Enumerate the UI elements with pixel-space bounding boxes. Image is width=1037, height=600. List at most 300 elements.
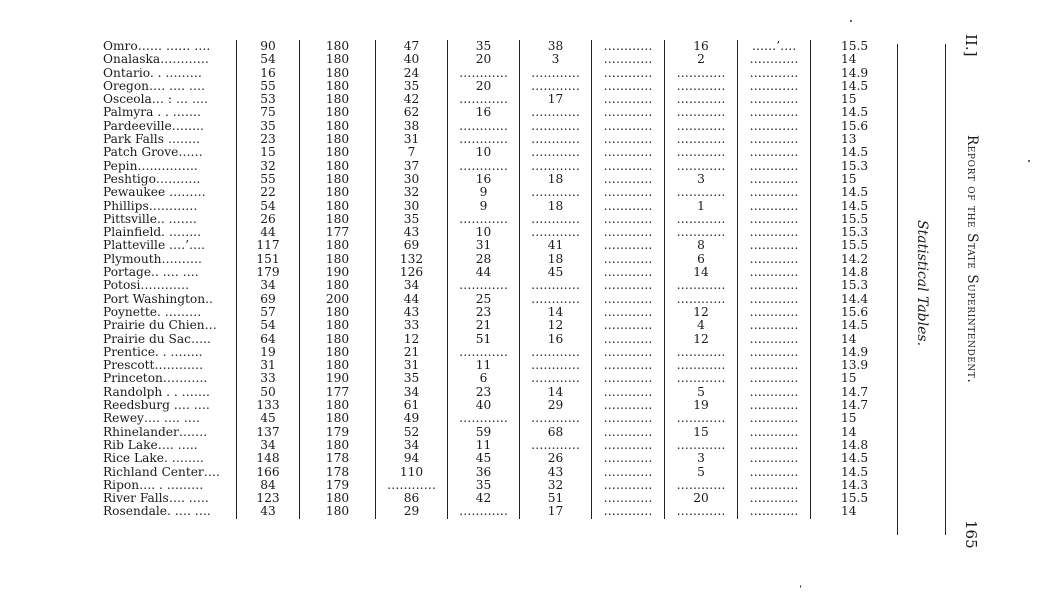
value-col-5-cell: 16 <box>520 333 592 346</box>
value-col-4-cell: ………… <box>448 67 520 80</box>
value-col-9-cell: 15.5 <box>841 491 869 506</box>
value-col-1-cell: 45 <box>237 412 300 425</box>
school-name-cell: Palmyra . . ……. <box>103 106 237 119</box>
value-col-1-cell: 34 <box>237 439 300 452</box>
school-name-cell: Reedsburg …. …. <box>103 399 237 412</box>
school-name-cell: Prescott………… <box>103 359 237 372</box>
value-col-3-cell: 43 <box>376 226 448 239</box>
running-title: Report of the State Superintendent. <box>964 135 980 384</box>
value-col-6-cell: ………… <box>592 213 665 226</box>
value-col-3-cell: 52 <box>376 426 448 439</box>
value-col-6-cell: ………… <box>592 186 665 199</box>
value-col-1-cell: 151 <box>237 253 300 266</box>
value-col-8-cell: ………… <box>738 293 811 306</box>
table-row <box>103 333 901 346</box>
value-col-8-cell: ………… <box>738 346 811 359</box>
value-col-3-cell: 7 <box>376 146 448 159</box>
value-col-4-cell: 44 <box>448 266 520 279</box>
value-col-2-cell: 177 <box>300 226 376 239</box>
value-col-1-cell: 31 <box>237 359 300 372</box>
value-col-3-cell: 30 <box>376 173 448 186</box>
right-rule <box>897 44 898 535</box>
value-col-8-cell: ………… <box>738 146 811 159</box>
table-row <box>103 67 901 80</box>
school-name-cell: Phillips………… <box>103 200 237 213</box>
value-col-2-cell: 180 <box>300 359 376 372</box>
value-col-1-cell: 69 <box>237 293 300 306</box>
table-row <box>103 439 901 452</box>
value-col-7-cell: ………… <box>665 160 738 173</box>
value-col-8-cell: ………… <box>738 306 811 319</box>
value-col-8-cell: ………… <box>738 253 811 266</box>
value-col-9-cell: 14.5 <box>841 185 869 200</box>
table-row <box>103 412 901 425</box>
table-row <box>103 213 901 226</box>
table-row <box>103 106 901 119</box>
value-col-5-cell: ………… <box>520 372 592 385</box>
value-col-8-cell: ………… <box>738 319 811 332</box>
value-col-7-cell: 3 <box>665 173 738 186</box>
value-col-4-cell: 35 <box>448 479 520 492</box>
value-col-9-cell: 15.6 <box>841 118 869 133</box>
value-col-7-cell: ………… <box>665 479 738 492</box>
value-col-2-cell: 178 <box>300 452 376 465</box>
school-name-cell: Prairie du Sac….. <box>103 333 237 346</box>
value-col-5-cell: ………… <box>520 279 592 292</box>
school-name-cell: Rosendale. …. …. <box>103 505 237 518</box>
table-row <box>103 160 901 173</box>
value-col-7-cell: 1 <box>665 200 738 213</box>
value-col-7-cell: 12 <box>665 306 738 319</box>
section-title: Statistical Tables. <box>914 220 930 347</box>
value-col-6-cell: ………… <box>592 93 665 106</box>
value-col-5-cell: 18 <box>520 253 592 266</box>
value-col-1-cell: 54 <box>237 319 300 332</box>
value-col-5-cell: 45 <box>520 266 592 279</box>
value-col-3-cell: 29 <box>376 505 448 518</box>
value-col-2-cell: 180 <box>300 213 376 226</box>
value-col-8-cell: ………… <box>738 399 811 412</box>
value-col-9-cell: 15.5 <box>841 238 869 253</box>
value-col-1-cell: 19 <box>237 346 300 359</box>
value-col-7-cell: ………… <box>665 279 738 292</box>
value-col-7-cell: ………… <box>665 412 738 425</box>
school-name-cell: Pepin…..………. <box>103 160 237 173</box>
value-col-2-cell: 180 <box>300 492 376 505</box>
value-col-7-cell: 8 <box>665 239 738 252</box>
value-col-3-cell: 86 <box>376 492 448 505</box>
value-col-4-cell: 28 <box>448 253 520 266</box>
value-col-1-cell: 179 <box>237 266 300 279</box>
value-col-9-cell: 15.3 <box>841 225 869 240</box>
value-col-1-cell: 26 <box>237 213 300 226</box>
value-col-7-cell: 19 <box>665 399 738 412</box>
value-col-2-cell: 180 <box>300 173 376 186</box>
value-col-5-cell: 17 <box>520 505 592 518</box>
value-col-1-cell: 148 <box>237 452 300 465</box>
value-col-7-cell: 6 <box>665 253 738 266</box>
value-col-3-cell: 110 <box>376 466 448 479</box>
value-col-2-cell: 180 <box>300 200 376 213</box>
value-col-3-cell: ………… <box>376 479 448 492</box>
value-col-7-cell: ………… <box>665 346 738 359</box>
table-row <box>103 120 901 133</box>
value-col-4-cell: 9 <box>448 186 520 199</box>
school-name-cell: Plymouth………. <box>103 253 237 266</box>
value-col-9-cell: 14.8 <box>841 437 869 452</box>
value-col-9-cell: 14.5 <box>841 198 869 213</box>
value-col-6-cell: ………… <box>592 359 665 372</box>
value-col-1-cell: 137 <box>237 426 300 439</box>
value-col-7-cell: 15 <box>665 426 738 439</box>
value-col-6-cell: ………… <box>592 53 665 66</box>
value-col-4-cell: 21 <box>448 319 520 332</box>
value-col-2-cell: 180 <box>300 412 376 425</box>
value-col-9-cell: 14.5 <box>841 78 869 93</box>
value-col-4-cell: ………… <box>448 133 520 146</box>
value-col-9-cell: 13.9 <box>841 358 869 373</box>
value-col-8-cell: ………… <box>738 80 811 93</box>
value-col-8-cell: ………… <box>738 133 811 146</box>
value-col-1-cell: 22 <box>237 186 300 199</box>
value-col-4-cell: 16 <box>448 173 520 186</box>
table-row <box>103 319 901 332</box>
value-col-9-cell: 13 <box>841 132 857 147</box>
value-col-6-cell: ………… <box>592 492 665 505</box>
value-col-6-cell: ………… <box>592 266 665 279</box>
value-col-2-cell: 180 <box>300 133 376 146</box>
value-col-2-cell: 178 <box>300 466 376 479</box>
value-col-4-cell: 23 <box>448 386 520 399</box>
value-col-3-cell: 12 <box>376 333 448 346</box>
value-col-2-cell: 180 <box>300 67 376 80</box>
table-row <box>103 426 901 439</box>
table-row <box>103 93 901 106</box>
value-col-6-cell: ………… <box>592 466 665 479</box>
value-col-1-cell: 15 <box>237 146 300 159</box>
value-col-8-cell: ………… <box>738 186 811 199</box>
value-col-2-cell: 180 <box>300 146 376 159</box>
table-row <box>103 386 901 399</box>
value-col-1-cell: 90 <box>237 40 300 53</box>
value-col-6-cell: ………… <box>592 372 665 385</box>
school-name-cell: Rice Lake. …….. <box>103 452 237 465</box>
value-col-6-cell: ………… <box>592 146 665 159</box>
value-col-6-cell: ………… <box>592 346 665 359</box>
value-col-7-cell: ………… <box>665 67 738 80</box>
value-col-6-cell: ………… <box>592 306 665 319</box>
value-col-8-cell: ………… <box>738 53 811 66</box>
table-row <box>103 466 901 479</box>
value-col-3-cell: 34 <box>376 386 448 399</box>
school-name-cell: Onalaska………… <box>103 53 237 66</box>
value-col-7-cell: ………… <box>665 439 738 452</box>
value-col-2-cell: 180 <box>300 93 376 106</box>
value-col-9-cell: 14.9 <box>841 65 869 80</box>
value-col-3-cell: 62 <box>376 106 448 119</box>
value-col-3-cell: 21 <box>376 346 448 359</box>
value-col-3-cell: 24 <box>376 67 448 80</box>
value-col-9-cell: 14.2 <box>841 251 869 266</box>
value-col-6-cell: ………… <box>592 173 665 186</box>
value-col-5-cell: ………… <box>520 186 592 199</box>
value-col-8-cell: ………… <box>738 106 811 119</box>
value-col-2-cell: 180 <box>300 160 376 173</box>
table-body <box>103 40 901 519</box>
value-col-3-cell: 38 <box>376 120 448 133</box>
value-col-8-cell: ……’…. <box>738 40 811 53</box>
value-col-7-cell: ………… <box>665 213 738 226</box>
value-col-6-cell: ………… <box>592 319 665 332</box>
value-col-8-cell: ………… <box>738 333 811 346</box>
school-name-cell: Platteville ….’…. <box>103 239 237 252</box>
value-col-9-cell: 14 <box>841 331 857 346</box>
value-col-4-cell: 11 <box>448 359 520 372</box>
value-col-8-cell: ………… <box>738 479 811 492</box>
statistics-table <box>103 40 901 519</box>
value-col-1-cell: 54 <box>237 53 300 66</box>
value-col-1-cell: 55 <box>237 80 300 93</box>
value-col-9-cell: 14.4 <box>841 291 869 306</box>
value-col-1-cell: 75 <box>237 106 300 119</box>
value-col-2-cell: 190 <box>300 372 376 385</box>
value-col-7-cell: 3 <box>665 452 738 465</box>
school-name-cell: Pittsville.. ……. <box>103 213 237 226</box>
table-row <box>103 266 901 279</box>
value-col-6-cell: ………… <box>592 80 665 93</box>
dust-speck <box>850 20 852 22</box>
value-col-2-cell: 180 <box>300 53 376 66</box>
value-col-1-cell: 55 <box>237 173 300 186</box>
value-col-3-cell: 33 <box>376 319 448 332</box>
value-col-5-cell: ………… <box>520 146 592 159</box>
page-number: 165 <box>962 520 980 549</box>
value-col-9-cell: 15.3 <box>841 158 869 173</box>
value-col-2-cell: 200 <box>300 293 376 306</box>
value-col-8-cell: ………… <box>738 93 811 106</box>
value-col-1-cell: 123 <box>237 492 300 505</box>
value-col-5-cell: ………… <box>520 213 592 226</box>
value-col-5-cell: 41 <box>520 239 592 252</box>
value-col-8-cell: ………… <box>738 466 811 479</box>
value-col-6-cell: ………… <box>592 226 665 239</box>
school-name-cell: Osceola… : … …. <box>103 93 237 106</box>
value-col-7-cell: ………… <box>665 372 738 385</box>
value-col-6-cell: ………… <box>592 439 665 452</box>
value-col-9-cell: 14.5 <box>841 464 869 479</box>
table-row <box>103 306 901 319</box>
value-col-3-cell: 35 <box>376 372 448 385</box>
value-col-6-cell: ………… <box>592 333 665 346</box>
value-col-5-cell: ………… <box>520 226 592 239</box>
value-col-2-cell: 180 <box>300 106 376 119</box>
value-col-3-cell: 126 <box>376 266 448 279</box>
value-col-7-cell: ………… <box>665 133 738 146</box>
value-col-8-cell: ………… <box>738 239 811 252</box>
value-col-4-cell: ………… <box>448 120 520 133</box>
value-col-1-cell: 57 <box>237 306 300 319</box>
value-col-3-cell: 34 <box>376 279 448 292</box>
value-col-5-cell: ………… <box>520 439 592 452</box>
value-col-9-cell: 14.5 <box>841 318 869 333</box>
value-col-2-cell: 179 <box>300 426 376 439</box>
value-col-4-cell: 45 <box>448 452 520 465</box>
value-col-7-cell: ………… <box>665 146 738 159</box>
value-col-1-cell: 43 <box>237 505 300 518</box>
value-col-1-cell: 50 <box>237 386 300 399</box>
value-col-4-cell: 42 <box>448 492 520 505</box>
value-col-7-cell: ………… <box>665 80 738 93</box>
value-col-5-cell: 18 <box>520 173 592 186</box>
school-name-cell: Plainfield. …….. <box>103 226 237 239</box>
value-col-7-cell: 4 <box>665 319 738 332</box>
value-col-1-cell: 32 <box>237 160 300 173</box>
value-col-5-cell: ………… <box>520 80 592 93</box>
school-name-cell: Peshtigo……….. <box>103 173 237 186</box>
value-col-9-cell: 14.5 <box>841 105 869 120</box>
school-name-cell: Prairie du Chien… <box>103 319 237 332</box>
school-name-cell: Oregon…. …. …. <box>103 80 237 93</box>
value-col-3-cell: 32 <box>376 186 448 199</box>
table-row <box>103 173 901 186</box>
school-name-cell: Omro…… …… …. <box>103 40 237 53</box>
value-col-2-cell: 180 <box>300 505 376 518</box>
value-col-7-cell: ………… <box>665 120 738 133</box>
value-col-2-cell: 179 <box>300 479 376 492</box>
value-col-4-cell: 25 <box>448 293 520 306</box>
value-col-4-cell: 20 <box>448 80 520 93</box>
value-col-5-cell: 38 <box>520 40 592 53</box>
value-col-7-cell: 5 <box>665 466 738 479</box>
table-row <box>103 239 901 252</box>
value-col-2-cell: 177 <box>300 386 376 399</box>
value-col-9-cell: 15 <box>841 171 857 186</box>
value-col-8-cell: ………… <box>738 439 811 452</box>
value-col-7-cell: ………… <box>665 226 738 239</box>
value-col-4-cell: 23 <box>448 306 520 319</box>
value-col-5-cell: ………… <box>520 106 592 119</box>
value-col-7-cell: ………… <box>665 106 738 119</box>
value-col-8-cell: ………… <box>738 67 811 80</box>
value-col-9-cell: 14.7 <box>841 398 869 413</box>
value-col-2-cell: 180 <box>300 120 376 133</box>
value-col-8-cell: ………… <box>738 505 811 518</box>
value-col-8-cell: ………… <box>738 200 811 213</box>
value-col-1-cell: 44 <box>237 226 300 239</box>
value-col-1-cell: 33 <box>237 372 300 385</box>
value-col-7-cell: 20 <box>665 492 738 505</box>
value-col-9-cell: 14.5 <box>841 451 869 466</box>
value-col-8-cell: ………… <box>738 213 811 226</box>
table-row <box>103 146 901 159</box>
value-col-9-cell: 15 <box>841 411 857 426</box>
school-name-cell: Pewaukee ……… <box>103 186 237 199</box>
value-col-9-cell: 15.5 <box>841 39 869 53</box>
school-name-cell: Rhinelander……. <box>103 426 237 439</box>
value-col-3-cell: 47 <box>376 40 448 53</box>
school-name-cell: Port Washington.. <box>103 293 237 306</box>
table-row <box>103 479 901 492</box>
value-col-8-cell: ………… <box>738 279 811 292</box>
value-col-8-cell: ………… <box>738 452 811 465</box>
value-col-4-cell: 40 <box>448 399 520 412</box>
value-col-3-cell: 34 <box>376 439 448 452</box>
table-row <box>103 346 901 359</box>
value-col-2-cell: 180 <box>300 239 376 252</box>
value-col-7-cell: ………… <box>665 93 738 106</box>
value-col-1-cell: 34 <box>237 279 300 292</box>
table-row <box>103 279 901 292</box>
value-col-2-cell: 180 <box>300 80 376 93</box>
value-col-3-cell: 35 <box>376 213 448 226</box>
value-col-6-cell: ………… <box>592 479 665 492</box>
value-col-2-cell: 180 <box>300 40 376 53</box>
value-col-9-cell: 14.3 <box>841 477 869 492</box>
value-col-5-cell: 32 <box>520 479 592 492</box>
table-row <box>103 40 901 53</box>
value-col-6-cell: ………… <box>592 120 665 133</box>
school-name-cell: Poynette. ……… <box>103 306 237 319</box>
value-col-8-cell: ………… <box>738 372 811 385</box>
value-col-5-cell: 14 <box>520 306 592 319</box>
value-col-8-cell: ………… <box>738 160 811 173</box>
table-row <box>103 452 901 465</box>
value-col-8-cell: ………… <box>738 359 811 372</box>
value-col-9-cell: 14 <box>841 504 857 519</box>
table-row <box>103 226 901 239</box>
value-col-8-cell: ………… <box>738 386 811 399</box>
school-name-cell: Park Falls …….. <box>103 133 237 146</box>
school-name-cell: Ontario. . ……… <box>103 67 237 80</box>
value-col-3-cell: 37 <box>376 160 448 173</box>
value-col-4-cell: ………… <box>448 213 520 226</box>
value-col-5-cell: 12 <box>520 319 592 332</box>
value-col-2-cell: 180 <box>300 306 376 319</box>
value-col-3-cell: 31 <box>376 133 448 146</box>
value-col-9-cell: 14 <box>841 52 857 67</box>
value-col-5-cell: ………… <box>520 346 592 359</box>
value-col-5-cell: 26 <box>520 452 592 465</box>
value-col-6-cell: ………… <box>592 239 665 252</box>
value-col-6-cell: ………… <box>592 412 665 425</box>
value-col-8-cell: ………… <box>738 120 811 133</box>
value-col-4-cell: 10 <box>448 146 520 159</box>
value-col-9-cell: 14.7 <box>841 384 869 399</box>
value-col-4-cell: ………… <box>448 412 520 425</box>
value-col-1-cell: 64 <box>237 333 300 346</box>
value-col-9-cell: 15.5 <box>841 211 869 226</box>
value-col-3-cell: 69 <box>376 239 448 252</box>
value-col-1-cell: 133 <box>237 399 300 412</box>
value-col-1-cell: 166 <box>237 466 300 479</box>
school-name-cell: Pardeeville…….. <box>103 120 237 133</box>
value-col-6-cell: ………… <box>592 452 665 465</box>
value-col-5-cell: ………… <box>520 67 592 80</box>
value-col-3-cell: 30 <box>376 200 448 213</box>
value-col-9-cell: 15.3 <box>841 278 869 293</box>
value-col-4-cell: 11 <box>448 439 520 452</box>
value-col-6-cell: ………… <box>592 399 665 412</box>
value-col-9-cell: 15 <box>841 92 857 107</box>
value-col-3-cell: 31 <box>376 359 448 372</box>
value-col-4-cell: 31 <box>448 239 520 252</box>
part-label: II.] <box>962 34 980 57</box>
table-row <box>103 200 901 213</box>
value-col-3-cell: 35 <box>376 80 448 93</box>
value-col-2-cell: 180 <box>300 399 376 412</box>
value-col-2-cell: 180 <box>300 253 376 266</box>
value-col-6-cell: ………… <box>592 386 665 399</box>
